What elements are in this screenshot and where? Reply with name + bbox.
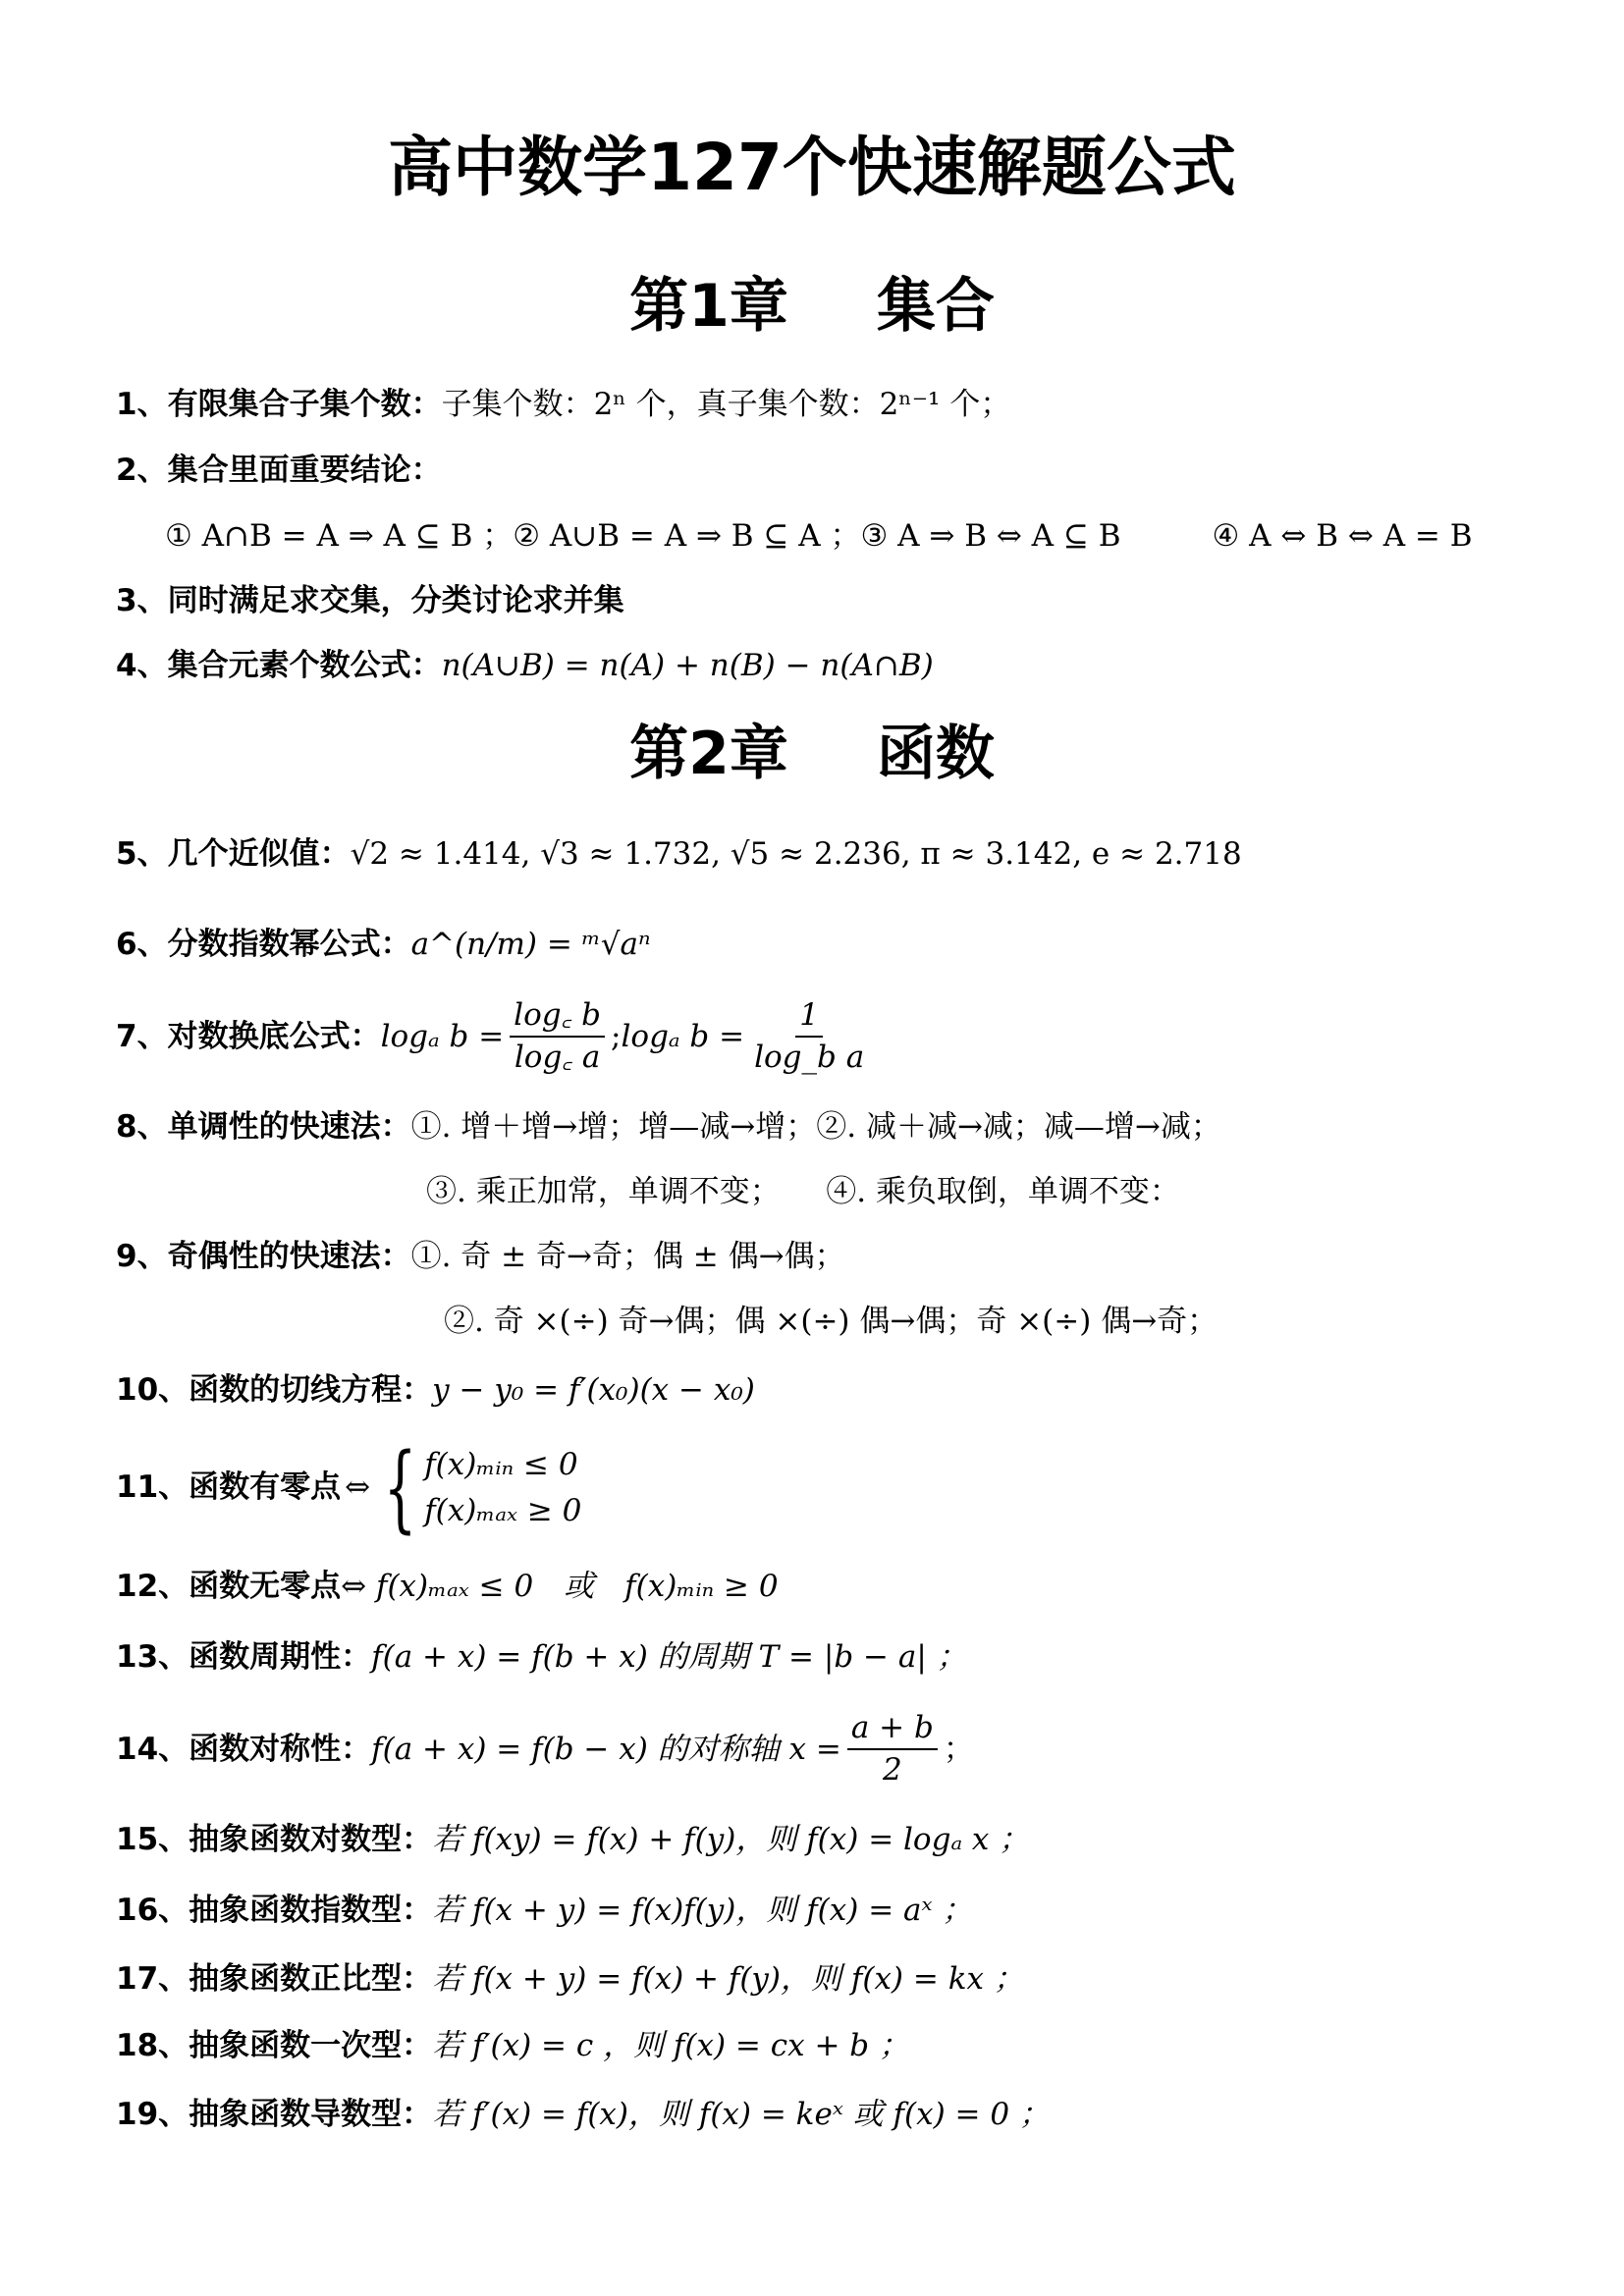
case-2: f(x)ₘₐₓ ≥ 0	[424, 1493, 582, 1528]
item-16	[116, 1893, 972, 1929]
item-formula: n(A∪B) = n(A) + n(B) − n(A∩B)	[441, 648, 934, 683]
separator: ;	[611, 1018, 622, 1054]
item-number: 4、	[116, 648, 168, 683]
item-number: 17、	[116, 1961, 189, 1997]
item-formula: 若 f′(x) = c ，则 f(x) = cx + b ；	[432, 2028, 909, 2063]
fraction	[750, 997, 868, 1076]
item-label: 同时满足求交集，分类讨论求并集	[167, 583, 624, 618]
item-7	[116, 997, 874, 1076]
item-13	[116, 1639, 967, 1676]
denominator: log_b a	[754, 1040, 865, 1076]
chapter-1-heading	[0, 272, 1624, 341]
denominator: 2	[882, 1752, 902, 1789]
formula-lhs: f(a + x) = f(b − x) 的对称轴 x =	[371, 1731, 841, 1767]
item-1	[116, 387, 1010, 423]
item-label: 函数对称性：	[189, 1731, 372, 1767]
item-label: 奇偶性的快速法：	[167, 1239, 411, 1274]
condition-cases	[424, 1447, 581, 1529]
item-label: 抽象函数正比型：	[189, 1961, 433, 1997]
fraction	[847, 1710, 938, 1789]
item-label: 集合里面重要结论：	[167, 453, 442, 488]
equivalence-arrow: ⇔	[345, 1469, 371, 1506]
item-3	[116, 583, 624, 619]
item-number: 14、	[116, 1731, 189, 1767]
item-label: 单调性的快速法：	[167, 1109, 411, 1145]
chapter-number: 第1章	[629, 272, 788, 341]
item-9-line-2: ②. 奇 ×(÷) 奇→偶；偶 ×(÷) 偶→偶；奇 ×(÷) 偶→奇；	[444, 1304, 1218, 1339]
fraction	[510, 997, 605, 1076]
item-14	[116, 1710, 974, 1789]
item-label: 抽象函数对数型：	[189, 1822, 433, 1857]
item-label: 函数有零点	[189, 1469, 342, 1506]
item-number: 16、	[116, 1893, 189, 1928]
chapter-name: 集合	[876, 272, 995, 341]
item-number: 10、	[116, 1372, 189, 1408]
item-number: 6、	[116, 927, 168, 962]
item-formula: 若 f(xy) = f(x) + f(y)，则 f(x) = logₐ x ；	[432, 1822, 1030, 1857]
item-number: 3、	[116, 583, 168, 618]
item-2-formulas: ① A∩B = A ⇒ A ⊆ B ；② A∪B = A ⇒ B ⊆ A ；③ A ⇒ B ⇔ A ⊆ B ④ A ⇔ B ⇔ A = B	[165, 518, 1473, 554]
chapter-name: 函数	[876, 720, 995, 788]
item-15	[116, 1822, 1029, 1858]
item-formula: 若 f′(x) = f(x)，则 f(x) = keˣ 或 f(x) = 0 ；	[432, 2097, 1050, 2132]
item-label: 函数周期性：	[189, 1639, 372, 1675]
item-text: ①. 增＋增→增；增—减→增；②. 减＋减→减；减—增→减；	[410, 1109, 1221, 1145]
item-number: 18、	[116, 2028, 189, 2063]
item-formula: y − y₀ = f′(x₀)(x − x₀)	[432, 1372, 755, 1408]
item-number: 15、	[116, 1822, 189, 1857]
item-formula: ⇔ f(x)ₘₐₓ ≤ 0 或 f(x)ₘᵢₙ ≥ 0	[341, 1569, 779, 1604]
item-label: 抽象函数一次型：	[189, 2028, 433, 2063]
formula-lhs: logₐ b =	[380, 1018, 505, 1054]
item-12	[116, 1569, 779, 1605]
item-4	[116, 648, 934, 684]
item-label: 函数无零点	[189, 1569, 342, 1604]
item-text: 子集个数：2ⁿ 个，真子集个数：2ⁿ⁻¹ 个；	[441, 387, 1011, 422]
item-label: 抽象函数导数型：	[189, 2097, 433, 2132]
item-number: 13、	[116, 1639, 189, 1675]
item-label: 函数的切线方程：	[189, 1372, 433, 1408]
item-label: 抽象函数指数型：	[189, 1893, 433, 1928]
item-formula: 若 f(x + y) = f(x)f(y)，则 f(x) = aˣ ；	[432, 1893, 973, 1928]
item-label: 几个近似值：	[167, 836, 351, 872]
item-label: 集合元素个数公式：	[167, 648, 442, 683]
item-formula: f(a + x) = f(b + x) 的周期 T = |b − a| ；	[371, 1639, 967, 1675]
case-1: f(x)ₘᵢₙ ≤ 0	[424, 1446, 578, 1482]
item-number: 12、	[116, 1569, 189, 1604]
numerator: a + b	[847, 1710, 938, 1750]
item-2	[116, 453, 442, 489]
item-19	[116, 2097, 1050, 2133]
item-number: 9、	[116, 1239, 168, 1274]
item-18	[116, 2028, 909, 2064]
chapter-2-heading	[0, 720, 1624, 788]
item-17	[116, 1961, 1024, 1998]
item-formula: √2 ≈ 1.414, √3 ≈ 1.732, √5 ≈ 2.236, π ≈ 3.142, e ≈ 2.718	[350, 836, 1242, 872]
item-number: 19、	[116, 2097, 189, 2132]
item-number: 8、	[116, 1109, 168, 1145]
denominator: log꜀ a	[514, 1040, 601, 1076]
item-10	[116, 1372, 755, 1409]
item-text: ①. 奇 ± 奇→奇；偶 ± 偶→偶；	[410, 1239, 845, 1274]
item-11	[116, 1433, 582, 1543]
numerator: 1	[795, 997, 823, 1038]
item-label: 分数指数幂公式：	[167, 927, 411, 962]
item-label: 有限集合子集个数：	[167, 387, 442, 422]
left-brace: {	[383, 1433, 417, 1543]
item-number: 2、	[116, 453, 168, 488]
item-formula: 若 f(x + y) = f(x) + f(y)，则 f(x) = kx ；	[432, 1961, 1024, 1997]
item-formula: a^(n/m) = ᵐ√aⁿ	[410, 927, 651, 962]
item-6	[116, 927, 651, 963]
numerator: log꜀ b	[510, 997, 605, 1038]
semicolon: ；	[943, 1731, 974, 1767]
item-number: 5、	[116, 836, 168, 872]
chapter-number: 第2章	[629, 720, 788, 788]
item-8	[116, 1109, 1221, 1146]
item-number: 11、	[116, 1469, 189, 1506]
item-number: 1、	[116, 387, 168, 422]
item-9	[116, 1239, 845, 1275]
item-5	[116, 836, 1242, 873]
formula-lhs: logₐ b =	[621, 1018, 745, 1054]
item-label: 对数换底公式：	[167, 1018, 381, 1054]
piecewise-condition	[345, 1433, 582, 1543]
item-number: 7、	[116, 1018, 168, 1054]
document-title: 高中数学127个快速解题公式	[388, 130, 1236, 205]
item-8-line-2: ③. 乘正加常，单调不变； ④. 乘负取倒，单调不变：	[426, 1174, 1180, 1209]
